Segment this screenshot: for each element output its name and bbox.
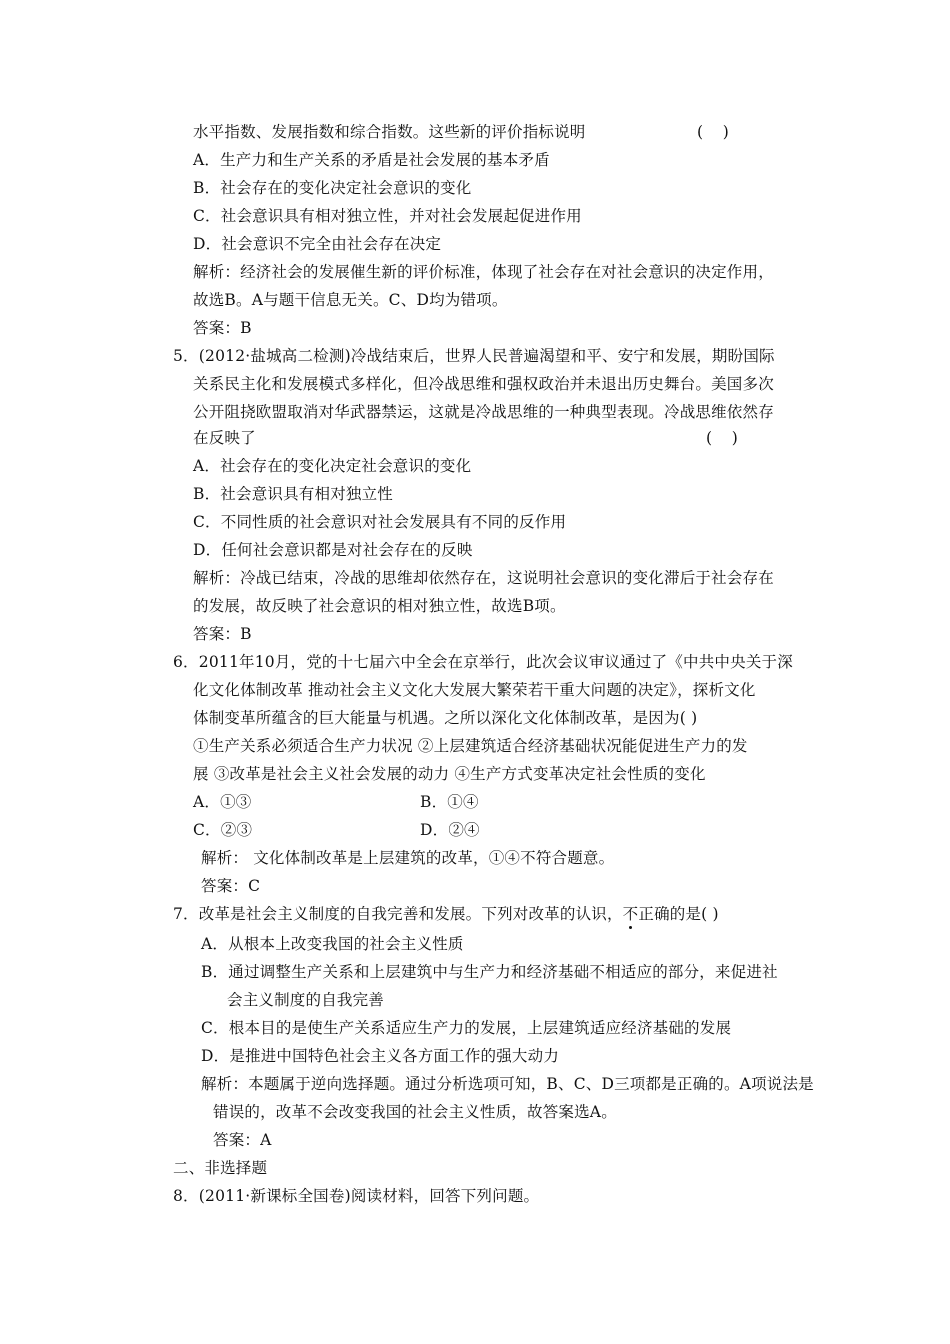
- q7-option-b-line1: B．通过调整生产关系和上层建筑中与生产力和经济基础不相适应的部分，来促进社: [201, 963, 778, 981]
- q6-answer: 答案：C: [201, 877, 261, 895]
- q6-stem-line3: 体制变革所蕴含的巨大能量与机遇。之所以深化文化体制改革，是因为( ): [193, 709, 698, 727]
- q4-answer: 答案：B: [193, 319, 252, 337]
- q5-answer: 答案：B: [193, 625, 252, 643]
- q7-emphasis-not: 不: [622, 905, 639, 923]
- q6-analysis: 解析： 文化体制改革是上层建筑的改革，①④不符合题意。: [201, 849, 615, 867]
- q6-option-d: D．②④: [420, 821, 480, 839]
- q5-stem-line4: 在反映了: [193, 429, 256, 447]
- q7-option-b-line2: 会主义制度的自我完善: [227, 991, 385, 1009]
- q6-stem-line1: 6．2011年10月，党的十七届六中全会在京举行，此次会议审议通过了《中共中央关于深: [173, 653, 793, 671]
- q4-option-d: D．社会意识不完全由社会存在决定: [193, 235, 442, 253]
- q7-option-c: C．根本目的是使生产关系适应生产力的发展，上层建筑适应经济基础的发展: [201, 1019, 732, 1037]
- q7-stem-before: 7．改革是社会主义制度的自我完善和发展。下列对改革的认识，: [173, 905, 623, 923]
- q8-stem: 8．(2011·新课标全国卷)阅读材料，回答下列问题。: [173, 1187, 540, 1205]
- q4-analysis-line1: 解析：经济社会的发展催生新的评价标准，体现了社会存在对社会意识的决定作用，: [193, 263, 774, 281]
- q4-option-b: B．社会存在的变化决定社会意识的变化: [193, 179, 472, 197]
- q5-stem-line2: 关系民主化和发展模式多样化，但冷战思维和强权政治并未退出历史舞台。美国多次: [193, 375, 774, 393]
- q5-answer-paren: ( ): [706, 429, 738, 447]
- q5-stem-line3: 公开阻挠欧盟取消对华武器禁运，这就是冷战思维的一种典型表现。冷战思维依然存: [193, 403, 774, 421]
- q4-answer-paren: ( ): [697, 123, 729, 141]
- q4-option-a: A．生产力和生产关系的矛盾是社会发展的基本矛盾: [193, 151, 550, 169]
- q6-items-line1: ①生产关系必须适合生产力状况 ②上层建筑适合经济基础状况能促进生产力的发: [193, 737, 748, 755]
- q5-option-d: D．任何社会意识都是对社会存在的反映: [193, 541, 473, 559]
- q7-option-d: D．是推进中国特色社会主义各方面工作的强大动力: [201, 1047, 560, 1065]
- q5-option-a: A．社会存在的变化决定社会意识的变化: [193, 457, 472, 475]
- q7-stem: [173, 904, 719, 924]
- q4-option-c: C．社会意识具有相对独立性，并对社会发展起促进作用: [193, 207, 582, 225]
- q4-analysis-line2: 故选B。A与题干信息无关。C、D均为错项。: [193, 291, 508, 309]
- section-heading-non-choice: 二、非选择题: [173, 1159, 268, 1177]
- q7-answer: 答案：A: [213, 1131, 272, 1149]
- q7-stem-after: 正确的是( ): [638, 905, 719, 923]
- q6-option-b: B．①④: [420, 793, 479, 811]
- q7-option-a: A．从根本上改变我国的社会主义性质: [201, 935, 464, 953]
- q5-option-c: C．不同性质的社会意识对社会发展具有不同的反作用: [193, 513, 567, 531]
- q5-stem-line1: 5．(2012·盐城高二检测)冷战结束后，世界人民普遍渴望和平、安宁和发展，期盼国际: [173, 347, 775, 365]
- q7-analysis-line2: 错误的，改革不会改变我国的社会主义性质，故答案选A。: [213, 1103, 617, 1121]
- q4-stem: 水平指数、发展指数和综合指数。这些新的评价指标说明: [193, 123, 586, 141]
- q6-stem-line2: 化文化体制改革 推动社会主义文化大发展大繁荣若干重大问题的决定》，探析文化: [193, 681, 756, 699]
- q7-analysis-line1: 解析：本题属于逆向选择题。通过分析选项可知，B、C、D三项都是正确的。A项说法是: [201, 1075, 814, 1093]
- q6-option-a: A．①③: [193, 793, 252, 811]
- q5-analysis-line1: 解析：冷战已结束，冷战的思维却依然存在，这说明社会意识的变化滞后于社会存在: [193, 569, 774, 587]
- q6-option-c: C．②③: [193, 821, 253, 839]
- q6-items-line2: 展 ③改革是社会主义社会发展的动力 ④生产方式变革决定社会性质的变化: [193, 765, 706, 783]
- q5-option-b: B．社会意识具有相对独立性: [193, 485, 393, 503]
- q5-analysis-line2: 的发展，故反映了社会意识的相对独立性，故选B项。: [193, 597, 566, 615]
